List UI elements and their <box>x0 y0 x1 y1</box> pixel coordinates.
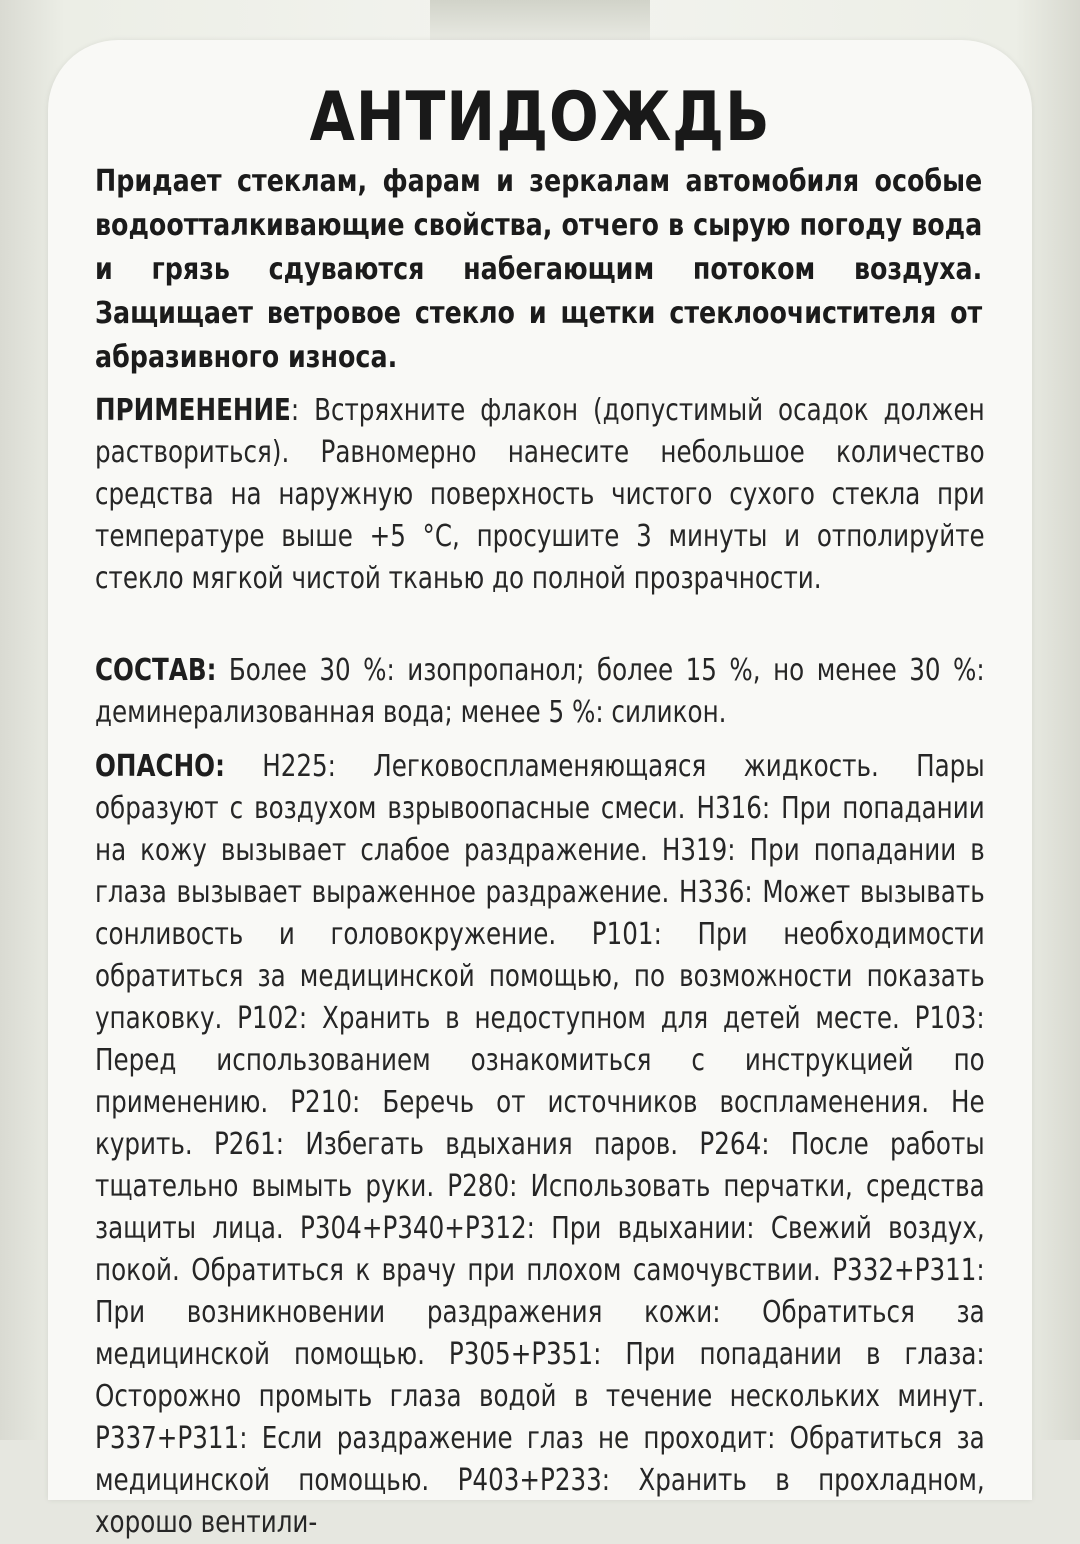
application-section <box>95 390 985 642</box>
composition-text: Более 30 %: изопропанол; более 15 %, но менее 30 %: деминерализованная вода; менее 5 %: силикон. <box>95 653 985 730</box>
product-title: АНТИДОЖДЬ <box>309 78 771 157</box>
product-description: Придает стеклам, фарам и зеркалам автомобиля особые водоотталкивающие свойства, отчего в сырую погоду вода и грязь сдуваются набегающим потоком воздуха. Защищает ветровое стекло и щетки стеклоочистителя от абразивного износа. <box>95 164 983 375</box>
hazard-section <box>95 746 985 1544</box>
hazard-text: H225: Легковоспламеняющаяся жидкость. Пары образуют с воздухом взрывоопасные смеси. H316: При попадании на кожу вызывает слабое раздражение. H319: При попадании в глаза вызывает выраженное раздражение. H336: Может вызывать сонливость и головокружение. P101: При необходимости обратиться за медицинской помощью, по возможности показать упаковку. P102: Хранить в недоступном для детей месте. P103: Перед использованием ознакомиться с инструкцией по применению. P210: Беречь от источников воспламенения. Не курить. P261: Избегать вдыхания паров. P264: После работы тщательно вымыть руки. P280: Использовать перчатки, средства защиты лица. P304+P340+P312: При вдыхании: Свежий воздух, покой. Обратиться к врачу при плохом самочувствии. P332+P311: При возникновении раздражения кожи: Обратиться за медицинской помощью. P305+P351: При попадании в глаза: Осторожно промыть глаза водой в течение нескольких минут. P337+P311: Если раздражение глаз не проходит: Обратиться за медицинской помощью. P403+P233: Хранить в прохладном, хорошо вентили- <box>95 749 985 1540</box>
composition-heading: СОСТАВ: <box>95 653 217 688</box>
application-heading: ПРИМЕНЕНИЕ <box>95 393 291 428</box>
composition-section <box>95 650 985 740</box>
application-text: : Встряхните флакон (допустимый осадок должен раствориться). Равномерно нанесите небольшое количество средства на наружную поверхность чистого сухого стекла при температуре выше +5 °С, просушите 3 минуты и отполируйте стекло мягкой чистой тканью до полной прозрачности. <box>95 393 985 596</box>
label-content <box>95 78 985 1544</box>
hazard-heading: ОПАСНО: <box>95 749 225 784</box>
bottle-neck <box>430 0 650 40</box>
